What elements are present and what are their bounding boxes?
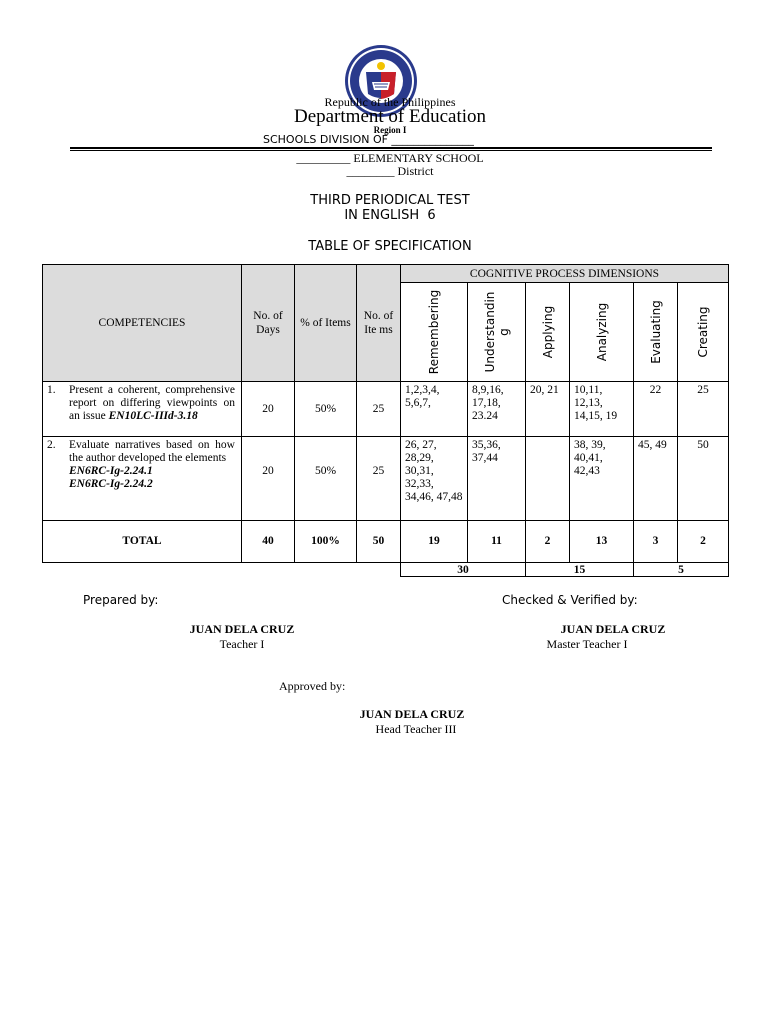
prepared-name: JUAN DELA CRUZ (189, 622, 295, 636)
approved-label: Approved by: (279, 679, 346, 693)
remembering-cell: 26, 27, 28,29, 30,31, 32,33, 34,46, 47,48 (401, 437, 468, 521)
division-line: SCHOOLS DIVISION OF _______________ (263, 133, 474, 146)
checked-title: Master Teacher I (546, 637, 628, 651)
total-label: TOTAL (43, 521, 242, 563)
approved-title: Head Teacher III (375, 722, 457, 736)
total-understanding: 11 (468, 521, 526, 563)
header-percent: % of Items (295, 265, 357, 382)
subtotal-higher-order: 5 (634, 563, 729, 577)
total-items: 50 (357, 521, 401, 563)
creating-cell: 25 (678, 382, 729, 437)
days-cell: 20 (242, 437, 295, 521)
tos-title: TABLE OF SPECIFICATION (308, 239, 472, 254)
applying-cell: 20, 21 (526, 382, 570, 437)
header-applying: Applying (540, 305, 555, 359)
header-remembering-cell (401, 283, 468, 382)
prepared-label: Prepared by: (83, 593, 159, 607)
subtotal-middle-order: 15 (526, 563, 634, 577)
competency-number: 2. (47, 439, 56, 451)
competency-number: 1. (47, 384, 56, 396)
competency-code: EN10LC-IIId-3.18 (108, 410, 198, 422)
items-cell: 25 (357, 437, 401, 521)
department-title: Department of Education (293, 106, 487, 127)
header-days: No. of Days (242, 265, 295, 382)
competency-cell (43, 437, 242, 521)
header-divider (70, 147, 712, 149)
subtotal-row (43, 563, 729, 577)
prepared-title: Teacher I (219, 637, 265, 651)
checked-name: JUAN DELA CRUZ (560, 622, 666, 636)
remembering-cell: 1,2,3,4, 5,6,7, (401, 382, 468, 437)
percent-cell: 50% (295, 382, 357, 437)
analyzing-cell: 38, 39, 40,41, 42,43 (570, 437, 634, 521)
specification-table (42, 264, 729, 577)
subtotal-lower-order: 30 (401, 563, 526, 577)
header-analyzing: Analyzing (594, 302, 609, 362)
total-creating: 2 (678, 521, 729, 563)
evaluating-cell: 45, 49 (634, 437, 678, 521)
header-analyzing-cell (570, 283, 634, 382)
competency-code: EN6RC-Ig-2.24.2 (69, 478, 153, 490)
header-understanding-cell (468, 283, 526, 382)
total-analyzing: 13 (570, 521, 634, 563)
approved-name: JUAN DELA CRUZ (359, 707, 465, 721)
header-remembering: Remembering (427, 289, 441, 375)
understanding-cell: 8,9,16, 17,18, 23.24 (468, 382, 526, 437)
region-line: Region I (373, 125, 407, 135)
analyzing-cell: 10,11, 12,13, 14,15, 19 (570, 382, 634, 437)
header-items: No. of Ite ms (357, 265, 401, 382)
header-competencies: COMPETENCIES (43, 265, 242, 382)
header-applying-cell (526, 283, 570, 382)
district-line: ________ District (346, 164, 434, 178)
header-evaluating: Evaluating (648, 300, 663, 364)
total-remembering: 19 (401, 521, 468, 563)
school-line: _________ ELEMENTARY SCHOOL (296, 151, 484, 165)
days-cell: 20 (242, 382, 295, 437)
total-days: 40 (242, 521, 295, 563)
subject-title: IN ENGLISH 6 (344, 208, 436, 223)
competency-text: Evaluate narratives based on how the author developed the elements (69, 439, 235, 464)
competency-text: Present a coherent, comprehensive report on differing viewpoints on an issue (69, 384, 235, 422)
header-cognitive: COGNITIVE PROCESS DIMENSIONS (401, 265, 729, 283)
republic-line: Republic of the Philippines (324, 95, 456, 109)
header-creating: Creating (696, 306, 710, 358)
checked-label: Checked & Verified by: (502, 593, 638, 607)
items-cell: 25 (357, 382, 401, 437)
competency-cell (43, 382, 242, 437)
header-understanding: Understandin g (482, 291, 511, 373)
creating-cell: 50 (678, 437, 729, 521)
header-creating-cell (678, 283, 729, 382)
header-evaluating-cell (634, 283, 678, 382)
percent-cell: 50% (295, 437, 357, 521)
applying-cell (526, 437, 570, 521)
test-title: THIRD PERIODICAL TEST (310, 193, 470, 208)
total-percent: 100% (295, 521, 357, 563)
total-evaluating: 3 (634, 521, 678, 563)
evaluating-cell: 22 (634, 382, 678, 437)
table-row (43, 437, 729, 521)
total-applying: 2 (526, 521, 570, 563)
total-row (43, 521, 729, 563)
understanding-cell: 35,36, 37,44 (468, 437, 526, 521)
competency-code: EN6RC-Ig-2.24.1 (69, 465, 153, 477)
table-row (43, 382, 729, 437)
